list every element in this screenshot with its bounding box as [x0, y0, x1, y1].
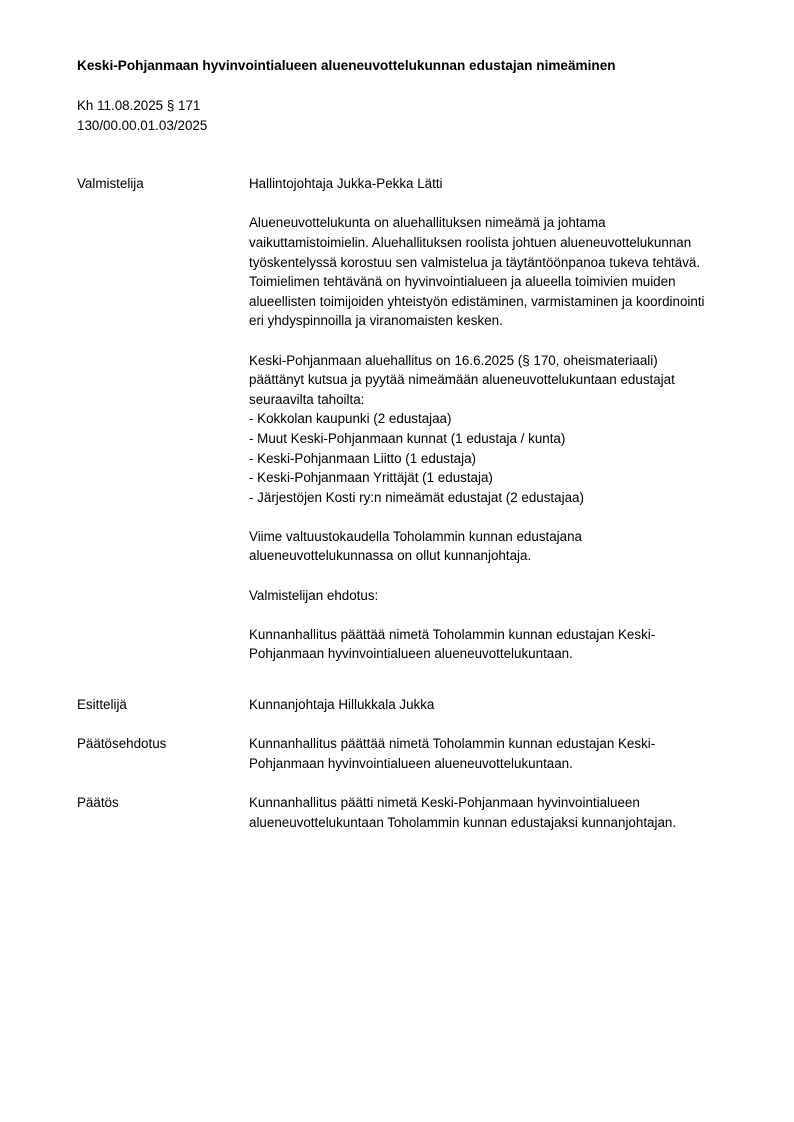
- paragraph-2: [249, 351, 767, 508]
- section-esittelija: [77, 695, 767, 715]
- text-line: Kunnanhallitus päätti nimetä Keski-Pohjanmaan hyvinvointialueen: [249, 795, 640, 810]
- proposal-text: [249, 625, 767, 664]
- paragraph-3: [249, 527, 767, 566]
- paragraph-1: [249, 213, 767, 331]
- text-line: työskentelyssä korostuu sen valmistelua ja täytäntöönpanoa tukeva tehtävä.: [249, 254, 701, 270]
- proposal-label: Valmistelijan ehdotus:: [249, 587, 379, 603]
- text-line: päättänyt kutsua ja pyytää nimeämään alueneuvottelukuntaan edustajat: [249, 372, 675, 388]
- section-valmistelija: [77, 174, 767, 664]
- text-line: alueneuvottelukuntaan Toholammin kunnan edustajaksi kunnanjohtajan.: [249, 814, 677, 830]
- text-line: Keski-Pohjanmaan aluehallitus on 16.6.2025 (§ 170, oheismateriaali): [249, 352, 658, 368]
- text-line: vaikuttamistoimielin. Aluehallituksen roolista johtuen alueneuvottelukunnan: [249, 234, 692, 250]
- text-line: Kunnanhallitus päättää nimetä Toholammin kunnan edustajan Keski-: [249, 736, 656, 752]
- paatosehdotus-content: [249, 734, 767, 773]
- list-item: - Keski-Pohjanmaan Liitto (1 edustaja): [249, 450, 477, 466]
- section-paatos: [77, 793, 767, 832]
- list-item: - Muut Keski-Pohjanmaan kunnat (1 edustaja / kunta): [249, 430, 566, 446]
- list-item: - Keski-Pohjanmaan Yrittäjät (1 edustaja): [249, 470, 493, 486]
- text-line: alueellisten toimijoiden yhteistyön edistäminen, varmistaminen ja koordinointi: [249, 293, 705, 309]
- valmistelija-content: [249, 174, 767, 664]
- valmistelija-label: Valmistelija: [77, 176, 144, 192]
- record-id: 130/00.00.01.03/2025: [77, 117, 208, 133]
- esittelija-label: Esittelijä: [77, 697, 127, 713]
- list-item: - Järjestöjen Kosti ry:n nimeämät edustajat (2 edustajaa): [249, 489, 584, 505]
- esittelija-value: Kunnanjohtaja Hillukkala Jukka: [249, 697, 435, 713]
- paatos-label: Päätös: [77, 795, 119, 810]
- text-line: Pohjanmaan hyvinvointialueen alueneuvottelukuntaan.: [249, 646, 573, 662]
- list-item: - Kokkolan kaupunki (2 edustajaa): [249, 411, 452, 427]
- document-title: Keski-Pohjanmaan hyvinvointialueen alueneuvottelukunnan edustajan nimeäminen: [77, 58, 616, 73]
- text-line: alueneuvottelukunnassa on ollut kunnanjohtaja.: [249, 548, 532, 564]
- text-line: Pohjanmaan hyvinvointialueen alueneuvottelukuntaan.: [249, 755, 573, 771]
- text-line: Kunnanhallitus päättää nimetä Toholammin kunnan edustajan Keski-: [249, 626, 656, 642]
- text-line: eri yhdyspinnoilla ja viranomaisten kesken.: [249, 313, 503, 329]
- paatosehdotus-label: Päätösehdotus: [77, 736, 167, 752]
- text-line: Viime valtuustokaudella Toholammin kunnan edustajana: [249, 528, 582, 544]
- meeting-meta: [77, 96, 767, 135]
- session-reference: Kh 11.08.2025 § 171: [77, 98, 201, 113]
- preparer-name: Hallintojohtaja Jukka-Pekka Lätti: [249, 176, 443, 192]
- text-line: Toimielimen tehtävänä on hyvinvointialueen ja alueella toimivien muiden: [249, 274, 676, 290]
- document-page: [77, 56, 767, 832]
- section-paatosehdotus: [77, 734, 767, 773]
- text-line: Alueneuvottelukunta on aluehallituksen nimeämä ja johtama: [249, 215, 606, 231]
- paatos-content: [249, 793, 767, 832]
- text-line: seuraavilta tahoilta:: [249, 391, 365, 407]
